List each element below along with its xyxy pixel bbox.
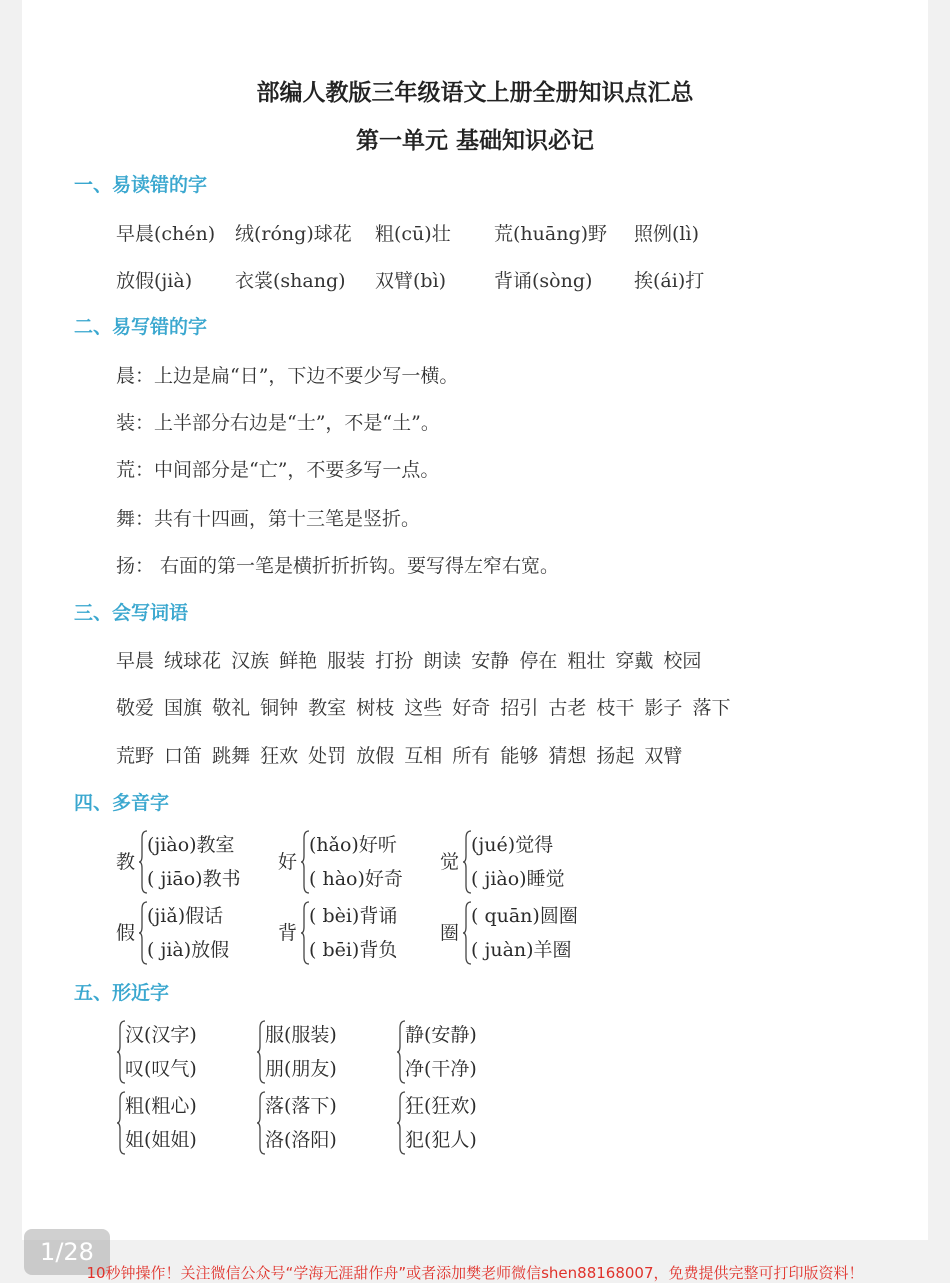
similar-char-group [396, 1091, 526, 1157]
polyphone-char: 背 [278, 922, 298, 944]
writing-note: 扬： 右面的第一笔是横折折折钩。要写得左窄右宽。 [116, 555, 560, 577]
polyphone-group [278, 901, 438, 967]
polyphone-group [116, 901, 276, 967]
reading-item: 荒(huāng)野 [494, 223, 608, 245]
polyphone-reading: ( hào)好奇 [309, 868, 403, 890]
polyphone-reading: ( quān)圆圈 [471, 905, 578, 927]
section-heading-2: 二、易写错的字 [74, 316, 208, 338]
similar-char: 落(落下) [265, 1095, 337, 1117]
writing-note: 舞：共有十四画，第十三笔是竖折。 [116, 508, 421, 530]
section-heading-4: 四、多音字 [74, 792, 170, 814]
similar-char-group [116, 1091, 246, 1157]
polyphone-reading: (hǎo)好听 [309, 834, 397, 856]
writing-note: 装：上半部分右边是“士”，不是“土”。 [116, 412, 440, 434]
section-heading-5: 五、形近字 [74, 982, 170, 1004]
polyphone-group [116, 830, 276, 896]
similar-char: 犯(犯人) [405, 1129, 477, 1151]
polyphone-reading: ( bèi)背诵 [309, 905, 398, 927]
similar-char: 服(服装) [265, 1024, 337, 1046]
polyphone-reading: (jiǎ)假话 [147, 905, 224, 927]
polyphone-reading: ( juàn)羊圈 [471, 939, 572, 961]
section-heading-1: 一、易读错的字 [74, 174, 208, 196]
similar-char: 狂(狂欢) [405, 1095, 477, 1117]
unit-subtitle: 第一单元 基础知识必记 [355, 128, 594, 154]
reading-item: 粗(cū)壮 [375, 223, 451, 245]
polyphone-char: 假 [116, 922, 136, 944]
reading-item: 早晨(chén) [116, 223, 216, 245]
polyphone-reading: ( bēi)背负 [309, 939, 398, 961]
similar-char: 朋(朋友) [265, 1058, 337, 1080]
similar-char-group [256, 1020, 386, 1086]
promo-footer-text: 10秒钟操作！关注微信公众号“学海无涯甜作舟”或者添加樊老师微信shen88168007，免费提供完整可打印版资料！ [86, 1264, 864, 1282]
reading-item: 放假(jià) [116, 270, 193, 292]
similar-char-group [256, 1091, 386, 1157]
similar-char: 洛(洛阳) [265, 1129, 337, 1151]
similar-char: 叹(叹气) [125, 1058, 197, 1080]
word-list-row: 敬爱 国旗 敬礼 铜钟 教室 树枝 这些 好奇 招引 古老 枝干 影子 落下 [116, 697, 731, 719]
page-indicator: 1/28 [24, 1229, 110, 1275]
similar-char: 净(干净) [405, 1058, 477, 1080]
reading-item: 挨(ái)打 [634, 270, 705, 292]
similar-char: 静(安静) [405, 1024, 477, 1046]
writing-note: 荒：中间部分是“亡”，不要多写一点。 [116, 459, 440, 481]
polyphone-char: 好 [278, 851, 298, 873]
polyphone-char: 觉 [440, 851, 460, 873]
similar-char: 粗(粗心) [125, 1095, 197, 1117]
polyphone-char: 圈 [440, 922, 460, 944]
polyphone-char: 教 [116, 851, 136, 873]
reading-item: 双臂(bì) [375, 270, 447, 292]
polyphone-group [440, 901, 610, 967]
document-title: 部编人教版三年级语文上册全册知识点汇总 [256, 80, 694, 106]
word-list-row: 荒野 口笛 跳舞 狂欢 处罚 放假 互相 所有 能够 猜想 扬起 双臂 [116, 745, 683, 767]
polyphone-reading: (jué)觉得 [471, 834, 554, 856]
polyphone-reading: (jiào)教室 [147, 834, 235, 856]
similar-char-group [396, 1020, 526, 1086]
polyphone-reading: ( jiào)睡觉 [471, 868, 565, 890]
reading-item: 衣裳(shang) [235, 270, 346, 292]
polyphone-group [278, 830, 438, 896]
section-heading-3: 三、会写词语 [74, 602, 189, 624]
similar-char-group [116, 1020, 246, 1086]
similar-char: 汉(汉字) [125, 1024, 197, 1046]
polyphone-reading: ( jiāo)教书 [147, 868, 241, 890]
reading-item: 绒(róng)球花 [235, 223, 352, 245]
reading-item: 照例(lì) [634, 223, 699, 245]
reading-item: 背诵(sòng) [494, 270, 593, 292]
polyphone-group [440, 830, 610, 896]
polyphone-reading: ( jià)放假 [147, 939, 230, 961]
writing-note: 晨：上边是扁“日”，下边不要少写一横。 [116, 365, 459, 387]
word-list-row: 早晨 绒球花 汉族 鲜艳 服装 打扮 朗读 安静 停在 粗壮 穿戴 校园 [116, 650, 702, 672]
similar-char: 姐(姐姐) [125, 1129, 197, 1151]
